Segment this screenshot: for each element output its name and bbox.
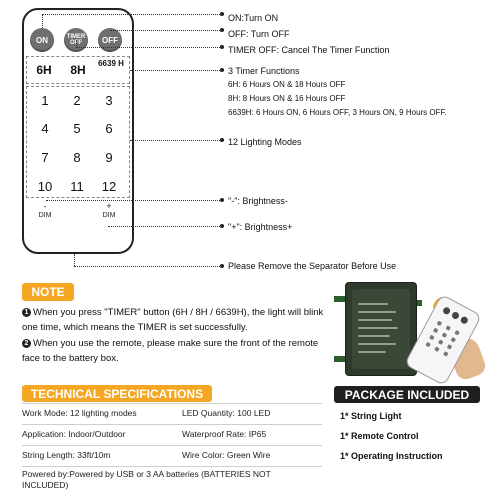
- callout-timer-8h: 8H: 8 Hours ON & 16 Hours OFF: [228, 94, 346, 103]
- callout-line-timer-off-v: [76, 40, 77, 48]
- callout-modes-label: 12 Lighting Modes: [228, 137, 302, 147]
- spec-row: [22, 404, 322, 425]
- callout-timer-6639: 6639H: 6 Hours ON, 6 Hours OFF, 3 Hours ON, 9 Hours OFF.: [228, 108, 447, 117]
- timer-6h-button[interactable]: 6H: [36, 63, 52, 77]
- mode-key-6[interactable]: 6: [105, 121, 113, 136]
- callout-dot: [220, 198, 224, 202]
- callout-line-plus: [108, 226, 222, 227]
- note-badge: NOTE: [22, 283, 74, 301]
- dim-minus-button[interactable]: DIM: [38, 212, 52, 219]
- callout-dot: [220, 138, 224, 142]
- note-line-2: When you use the remote, please make sure the front of the remote face to the battery box.: [22, 338, 319, 364]
- spec-cell: Application: Indoor/Outdoor: [22, 429, 126, 439]
- callout-line-separator: [74, 266, 222, 267]
- callout-line-minus: [46, 200, 222, 201]
- callout-dot: [220, 28, 224, 32]
- callout-line-on: [42, 14, 222, 15]
- callout-timer-off-label: TIMER OFF: Cancel The Timer Function: [228, 45, 390, 55]
- callout-plus-label: "+": Brightness+: [228, 222, 293, 232]
- note-item-1: [22, 305, 334, 335]
- callout-line-on-v: [42, 14, 43, 28]
- spec-cell: Waterproof Rate: IP65: [182, 429, 267, 439]
- callout-dot: [220, 264, 224, 268]
- callout-timer-title: 3 Timer Functions: [228, 66, 300, 76]
- spec-cell: Wire Color: Green Wire: [182, 450, 271, 460]
- package-item: 1* Operating Instruction: [340, 451, 443, 461]
- note-item-2: [22, 336, 334, 366]
- spec-cell: Work Mode: 12 lighting modes: [22, 408, 137, 418]
- callout-separator-label: Please Remove the Separator Before Use: [228, 261, 397, 271]
- number-one-icon: 1: [22, 308, 31, 317]
- callout-line-timers: [130, 70, 222, 71]
- mode-key-12[interactable]: 12: [101, 179, 117, 194]
- spec-row: [22, 425, 322, 446]
- callout-on-label: ON:Turn ON: [228, 13, 279, 23]
- timer-8h-button[interactable]: 8H: [70, 63, 86, 77]
- spec-cell: String Length: 33ft/10m: [22, 450, 111, 460]
- mode-key-10[interactable]: 10: [37, 179, 53, 194]
- mode-key-5[interactable]: 5: [73, 121, 81, 136]
- note-line-1: When you press "TIMER" button (6H / 8H / 6639H), the light will blink one time, which means the TIMER is set successfully.: [22, 307, 324, 333]
- separator-tab: [74, 254, 75, 266]
- package-item: 1* Remote Control: [340, 431, 419, 441]
- mode-key-4[interactable]: 4: [41, 121, 49, 136]
- callout-dot: [220, 68, 224, 72]
- mode-key-9[interactable]: 9: [105, 150, 113, 165]
- callout-timer-6h: 6H: 6 Hours ON & 18 Hours OFF: [228, 80, 346, 89]
- mode-key-3[interactable]: 3: [105, 93, 113, 108]
- callout-line-off: [110, 30, 222, 31]
- timer-6639h-button[interactable]: 6639 H: [98, 59, 124, 68]
- spec-cell: LED Quantity: 100 LED: [182, 408, 271, 418]
- package-item: 1* String Light: [340, 411, 402, 421]
- mode-key-2[interactable]: 2: [73, 93, 81, 108]
- callout-line-timer-off: [76, 47, 222, 48]
- callout-dot: [220, 45, 224, 49]
- on-button[interactable]: ON: [30, 28, 54, 52]
- mode-key-11[interactable]: 11: [70, 179, 84, 194]
- callout-minus-label: "-": Brightness-: [228, 196, 288, 206]
- dim-minus-symbol[interactable]: -: [43, 202, 47, 211]
- specs-badge: TECHNICAL SPECIFICATIONS: [22, 385, 212, 402]
- timer-off-button[interactable]: TIMER OFF: [64, 28, 88, 52]
- mode-key-8[interactable]: 8: [73, 150, 81, 165]
- mode-key-7[interactable]: 7: [41, 150, 49, 165]
- number-two-icon: 2: [22, 339, 31, 348]
- dim-plus-button[interactable]: DIM: [102, 212, 116, 219]
- package-badge: PACKAGE INCLUDED: [334, 386, 480, 403]
- spec-power: Powered by:Powered by USB or 3 AA batteries (BATTERIES NOT INCLUDED): [22, 469, 271, 490]
- dim-plus-symbol[interactable]: +: [106, 201, 112, 211]
- callout-dot: [220, 12, 224, 16]
- callout-dot: [220, 224, 224, 228]
- off-button[interactable]: OFF: [98, 28, 122, 52]
- spec-row: [22, 446, 322, 467]
- callout-line-modes: [130, 140, 222, 141]
- callout-off-label: OFF: Turn OFF: [228, 29, 290, 39]
- mode-key-1[interactable]: 1: [41, 93, 49, 108]
